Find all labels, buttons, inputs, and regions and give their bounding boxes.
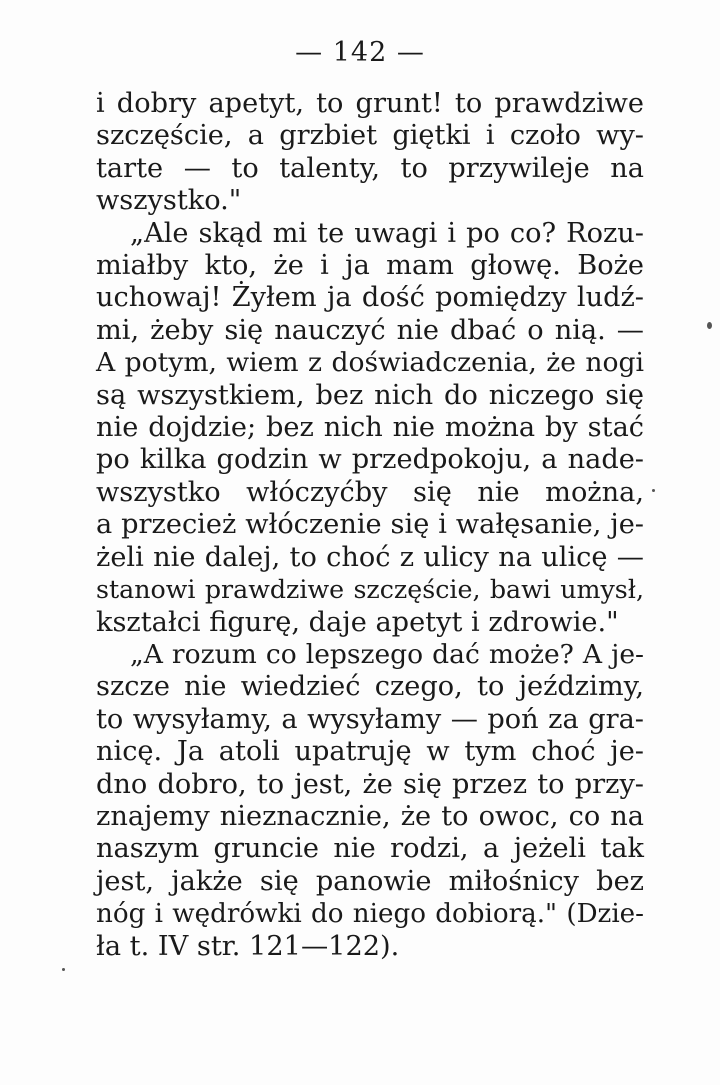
text-line: „A rozum co lepszego dać może? A je-: [130, 638, 644, 670]
text-line: są wszystkiem, bez nich do niczego się: [96, 379, 644, 411]
print-speck: [62, 968, 65, 971]
text-line: szcze nie wiedzieć czego, to jeździmy,: [96, 671, 644, 703]
text-line: „Ale skąd mi te uwagi i po co? Rozu-: [130, 217, 644, 249]
text-line: szczęście, a grzbiet giętki i czoło wy-: [96, 120, 644, 152]
text-line: tarte — to talenty, to przywileje na: [96, 152, 644, 184]
page-number: — 142 —: [295, 37, 425, 68]
text-line: kształci figurę, daje apetyt i zdrowie.": [96, 606, 619, 638]
text-line: a przecież włóczenie się i wałęsanie, je-: [96, 509, 644, 541]
print-speck: [652, 489, 655, 492]
text-line: nicę. Ja atoli upatruję w tym choć je-: [96, 736, 644, 768]
text-line: wszystko.": [96, 185, 242, 217]
text-line: po kilka godzin w przedpokoju, a nade-: [96, 444, 644, 476]
text-line: naszym gruncie nie rodzi, a jeżeli tak: [96, 833, 644, 865]
text-line: mi, żeby się nauczyć nie dbać o nią. —: [96, 314, 644, 346]
text-line: miałby kto, że i ja mam głowę. Boże: [96, 250, 644, 282]
text-line: dno dobro, to jest, że się przez to przy-: [96, 768, 644, 800]
text-line: i dobry apetyt, to grunt! to prawdziwe: [96, 88, 644, 119]
text-line: jest, jakże się panowie miłośnicy bez: [96, 865, 644, 897]
text-line: znajemy nieznacznie, że to owoc, co na: [96, 800, 644, 832]
text-line: ła t. IV str. 121—122).: [96, 930, 400, 962]
text-line: stanowi prawdziwe szczęście, bawi umysł,: [96, 575, 644, 605]
text-line: A potym, wiem z doświadczenia, że nogi: [96, 347, 644, 379]
text-line: żeli nie dalej, to choć z ulicy na ulicę —: [96, 541, 644, 573]
text-line: uchowaj! Żyłem ja dość pomiędzy ludź-: [96, 282, 644, 314]
text-line: wszystko włóczyćby się nie można,: [96, 476, 644, 508]
text-line: to wysyłamy, a wysyłamy — poń za gra-: [96, 703, 644, 735]
text-line: nie dojdzie; bez nich nie można by stać: [96, 412, 644, 444]
print-speck: [707, 322, 712, 329]
text-line: nóg i wędrówki do niego dobiorą." (Dzie-: [96, 899, 644, 930]
page-body-text: [96, 88, 644, 963]
